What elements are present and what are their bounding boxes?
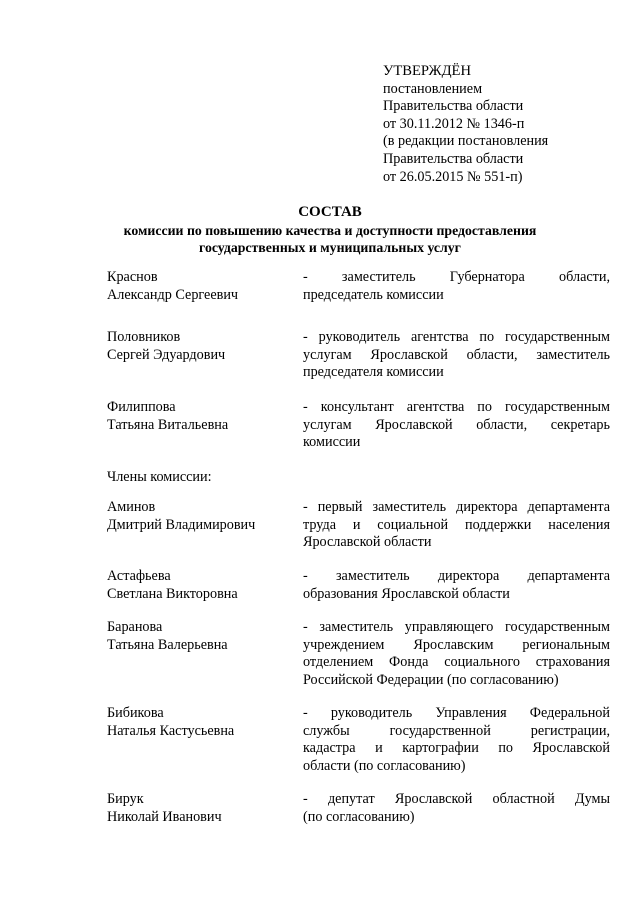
member-surname: Краснов [107,269,158,285]
duty-line: председателя комиссии [303,364,444,381]
member-given-name: Наталья Кастусьевна [107,722,235,739]
member-entry [107,568,610,619]
approval-line: Правительства области [383,150,524,167]
member-name [107,791,303,831]
approval-line: УТВЕРЖДЁН [383,63,471,79]
duty-line: - консультант агентства по государственным [303,399,610,415]
member-duty [303,399,610,469]
approval-line: от 30.11.2012 № 1346-п [383,115,525,132]
duty-line: кадастра и картографии по Ярославской [303,740,610,757]
document-title: СОСТАВ [298,204,362,220]
member-entry [107,269,610,329]
member-duty [303,791,610,831]
members-section [107,469,610,499]
duty-line: отделением Фонда социального страхования [303,654,610,671]
member-entry [107,399,610,469]
member-name [107,705,303,791]
document-subtitle-line: комиссии по повышению качества и доступности предоставления [123,222,537,238]
member-name [107,619,303,705]
duty-line: - руководитель Управления Федеральной [303,705,610,721]
member-given-name: Николай Иванович [107,808,222,825]
member-duty [303,705,610,791]
duty-line: Ярославской области [303,534,432,551]
approval-line: от 26.05.2015 № 551-п) [383,168,523,185]
duty-line: образования Ярославской области [303,585,510,602]
duty-line: службы государственной регистрации, [303,722,610,739]
document-subtitle-line: государственных и муниципальных услуг [199,240,461,256]
duty-line: - заместитель директора департамента [303,568,610,584]
duty-line: труда и социальной поддержки населения [303,516,610,533]
member-surname: Бирук [107,791,144,807]
document-heading [60,204,600,257]
duty-line: комиссии [303,434,361,451]
duty-line: услугам Ярославской области, заместитель [303,346,610,363]
duty-line: - руководитель агентства по государственным [303,329,610,345]
member-name [107,399,303,469]
duty-line: области (по согласованию) [303,757,466,774]
member-entry [107,499,610,568]
member-duty [303,568,610,619]
approval-line: Правительства области [383,98,524,115]
member-surname: Бибикова [107,705,164,721]
member-entry [107,791,610,831]
member-entry [107,619,610,705]
member-given-name: Сергей Эдуардович [107,346,226,363]
duty-line: председатель комиссии [303,286,444,303]
member-given-name: Татьяна Витальевна [107,416,229,433]
member-given-name: Татьяна Валерьевна [107,636,228,653]
approval-line: (в редакции постановления [383,133,549,150]
member-name [107,499,303,568]
member-surname: Половников [107,329,181,345]
member-given-name: Дмитрий Владимирович [107,516,256,533]
member-surname: Астафьева [107,568,171,584]
commission-list [107,269,610,831]
duty-line: услугам Ярославской области, секретарь [303,416,610,433]
member-duty [303,329,610,399]
duty-line: Российской Федерации (по согласованию) [303,671,559,688]
duty-line: - первый заместитель директора департамента [303,499,610,515]
member-given-name: Александр Сергеевич [107,286,239,303]
member-surname: Баранова [107,619,163,635]
duty-line: - заместитель управляющего государственным [303,619,610,635]
member-entry [107,705,610,791]
member-entry [107,329,610,399]
member-duty [303,499,610,568]
duty-line: - депутат Ярославской областной Думы [303,791,610,807]
member-name [107,329,303,399]
member-name [107,568,303,619]
duty-line: (по согласованию) [303,808,415,825]
member-duty [303,269,610,329]
duty-line: - заместитель Губернатора области, [303,269,610,285]
member-duty [303,619,610,705]
member-name [107,269,303,329]
duty-line: учреждением Ярославским региональным [303,636,610,653]
approval-stamp [383,63,633,186]
member-surname: Филиппова [107,399,176,415]
member-given-name: Светлана Викторовна [107,585,238,602]
approval-line: постановлением [383,80,483,97]
members-section-label: Члены комиссии: [107,469,212,485]
member-surname: Аминов [107,499,156,515]
